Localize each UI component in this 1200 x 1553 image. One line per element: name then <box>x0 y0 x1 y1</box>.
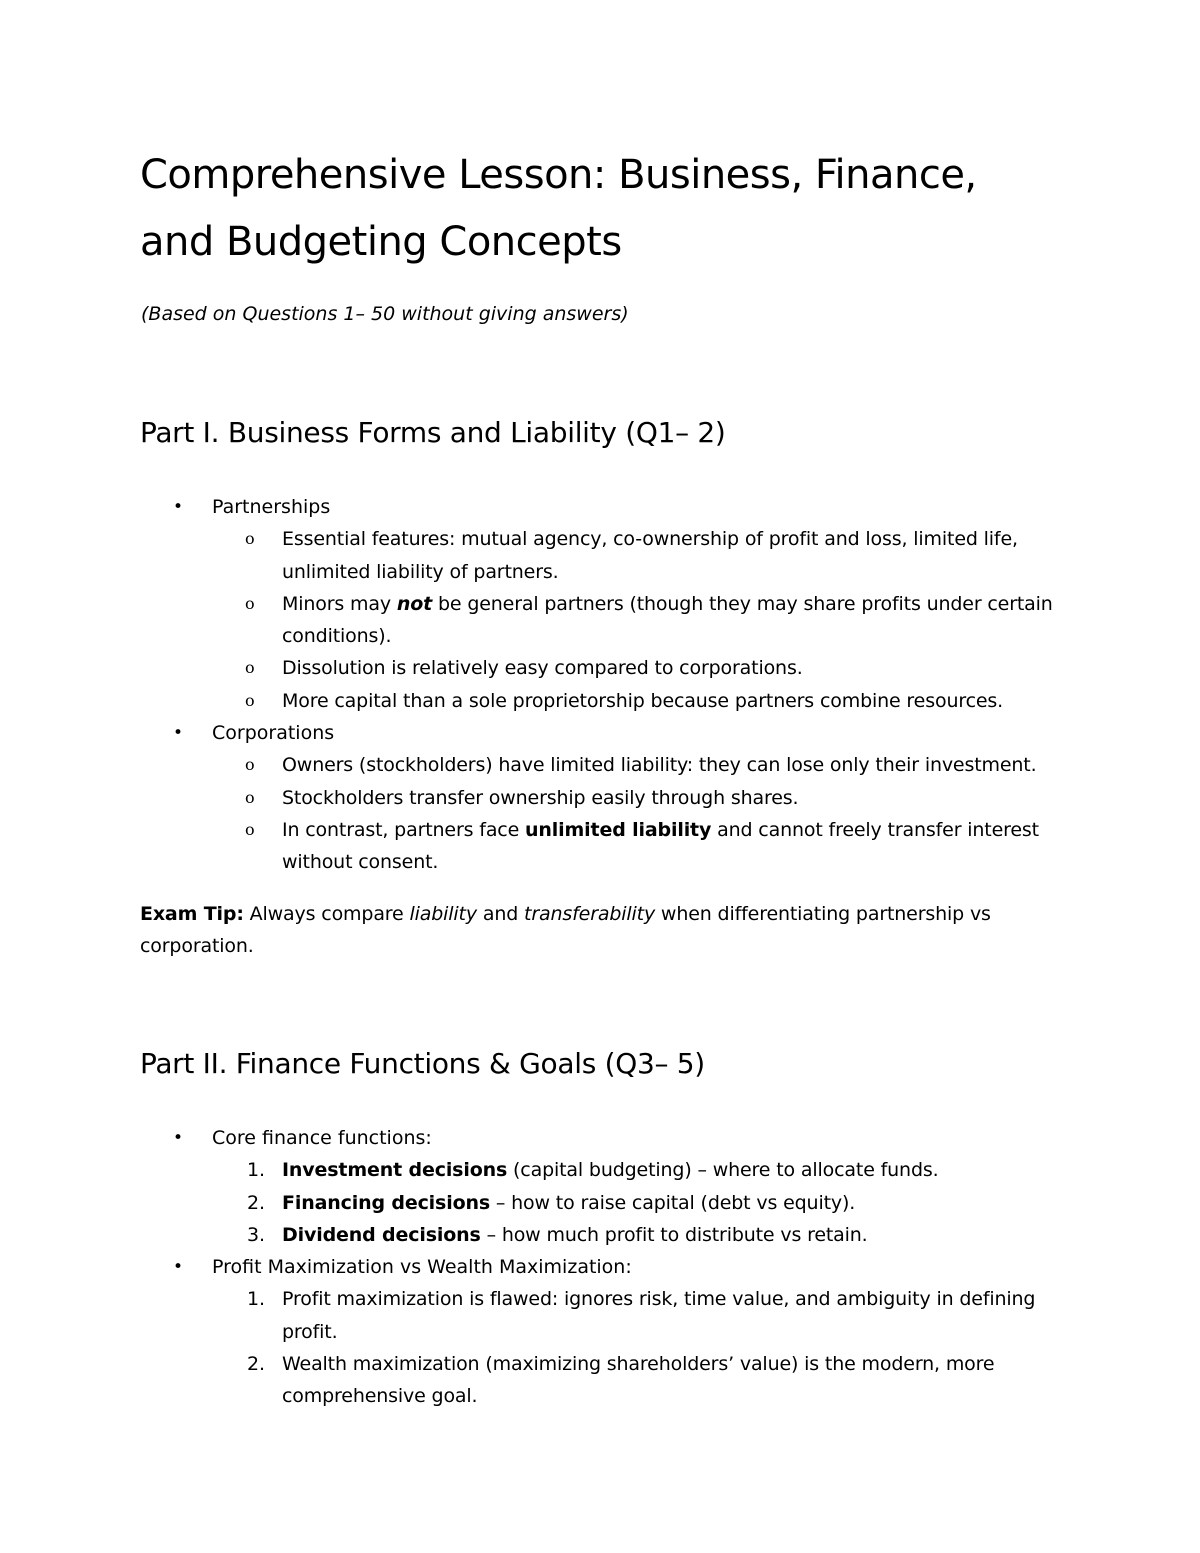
section-part-2 <box>140 1044 1080 1413</box>
bullet-marker: o <box>245 787 255 807</box>
bullet-marker: o <box>245 658 255 678</box>
item-number: 1. <box>247 1159 265 1182</box>
text-run: – how much profit to distribute vs retain. <box>480 1223 868 1246</box>
list-item <box>212 1283 1080 1348</box>
bullet-marker: o <box>245 529 255 549</box>
page-title: Comprehensive Lesson: Business, Finance, and Budgeting Concepts <box>140 152 977 265</box>
core-functions-sublist <box>212 1154 1080 1251</box>
text-run: More capital than a sole proprietorship because partners combine resources. <box>282 689 1004 712</box>
emphasis-unlimited-liability: unlimited liability <box>525 818 712 841</box>
list-item <box>212 652 1080 684</box>
list-item <box>212 782 1080 814</box>
text-run: (capital budgeting) – where to allocate funds. <box>507 1159 939 1182</box>
text-run: In contrast, partners face <box>282 818 526 841</box>
section-heading-part-2: Part II. Finance Functions & Goals (Q3– 5) <box>140 1047 705 1080</box>
list-item-corporations <box>140 717 1080 878</box>
partnerships-label: • Partnerships <box>212 496 331 518</box>
bullet-marker: o <box>245 690 255 710</box>
text-run: and cannot freely transfer interest without consent. <box>282 818 1039 874</box>
list-item <box>212 749 1080 781</box>
profit-vs-wealth-sublist <box>212 1283 1080 1412</box>
list-item <box>212 685 1080 717</box>
exam-tip <box>140 898 1040 963</box>
list-item-core-functions <box>140 1122 1080 1251</box>
partnerships-sublist <box>212 523 1080 717</box>
list-item-profit-vs-wealth <box>140 1251 1080 1412</box>
bullet-marker: o <box>245 819 255 839</box>
list-item <box>212 814 1080 879</box>
page-subtitle: (Based on Questions 1– 50 without giving answers) <box>141 303 629 325</box>
list-item-partnerships <box>140 491 1080 717</box>
term-bold: Dividend decisions <box>282 1223 481 1246</box>
emphasis-liability: liability <box>409 903 477 925</box>
bullet-marker: o <box>245 593 255 613</box>
text-run: Stockholders transfer ownership easily through shares. <box>282 786 799 809</box>
text-run: Always compare <box>243 903 410 925</box>
section-part-1 <box>140 413 1080 879</box>
text-run: Owners (stockholders) have limited liability: they can lose only their investment. <box>282 754 1037 777</box>
term-bold: Financing decisions <box>282 1191 491 1214</box>
text-run: Wealth maximization (maximizing shareholders’ value) is the modern, more comprehensive goal. <box>282 1353 995 1408</box>
text-run: Minors may <box>282 592 397 615</box>
corporations-sublist <box>212 749 1080 878</box>
text-run: and <box>476 903 525 925</box>
list-item <box>212 1348 1080 1413</box>
bullet-marker: o <box>245 755 255 775</box>
text-run: when differentiating partnership vs corporation. <box>140 903 991 958</box>
core-functions-label: • Core finance functions: <box>212 1127 432 1149</box>
exam-tip-label: Exam Tip: <box>140 903 244 925</box>
partnership-feature-text: Essential features: mutual agency, co-ownership of profit and loss, limited life, unlimited liability of partners. <box>282 528 1018 583</box>
list-item <box>212 1219 1080 1251</box>
emphasis-not: not <box>396 592 433 615</box>
list-item <box>212 588 1080 653</box>
text-run: – how to raise capital (debt vs equity). <box>490 1191 856 1214</box>
text-run: Profit maximization is flawed: ignores risk, time value, and ambiguity in defining profit. <box>282 1288 1036 1343</box>
item-number: 1. <box>247 1288 265 1311</box>
emphasis-transferability: transferability <box>524 903 656 925</box>
section-heading-part-1: Part I. Business Forms and Liability (Q1– 2) <box>140 416 726 449</box>
part-2-list <box>140 1122 1080 1413</box>
list-item <box>212 523 1080 588</box>
item-number: 2. <box>247 1353 265 1376</box>
profit-vs-wealth-label: • Profit Maximization vs Wealth Maximization: <box>212 1256 632 1279</box>
item-number: 3. <box>247 1223 265 1246</box>
corporations-label: • Corporations <box>212 722 335 745</box>
item-number: 2. <box>247 1191 265 1214</box>
text-run: be general partners (though they may share profits under certain conditions). <box>282 592 1053 648</box>
term-bold: Investment decisions <box>282 1159 508 1182</box>
text-run: Dissolution is relatively easy compared to corporations. <box>282 657 803 680</box>
list-item <box>212 1154 1080 1186</box>
part-1-list <box>140 491 1080 879</box>
list-item <box>212 1187 1080 1219</box>
